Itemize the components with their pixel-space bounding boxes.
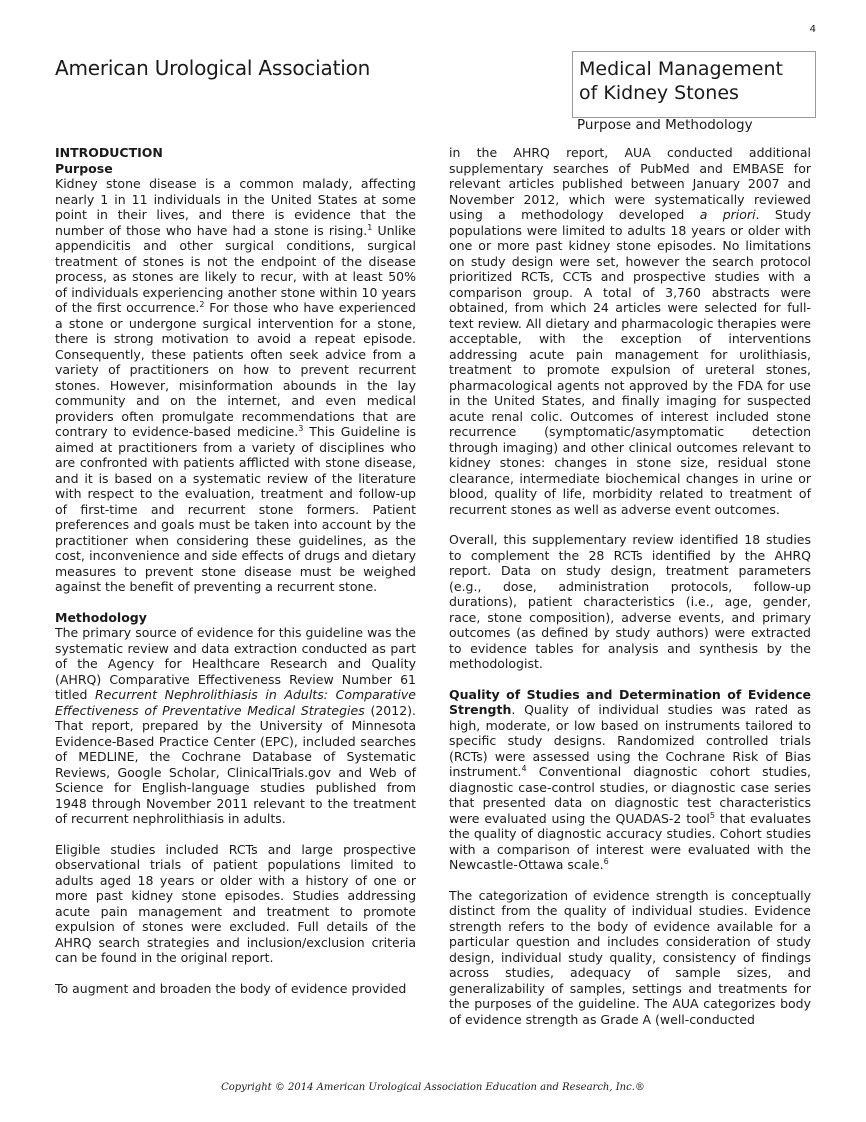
methodology-paragraph-3: To augment and broaden the body of evidence provided <box>55 980 407 996</box>
methodology-paragraph-1: The primary source of evidence for this guideline was the systematic review and data extraction conducted as part of the Agency for Healthcare Research and Quality (AHRQ) Comparative Effectiveness Review Number 61 titled Recurrent Nephrolithiasis in Adults: Comparative Effectiveness of Preventative Medical Strategies (2012). That report, prepared by the University of Minnesota Evidence-Based Practice Center (EPC), included searches of MEDLINE, the Cochrane Database of Systematic Reviews, Google Scholar, ClinicalTrials.gov and Web of Science for English-language studies published from 1948 through November 2011 relevant to the treatment of recurrent nephrolithiasis in adults. <box>55 625 416 826</box>
reference-6: 6 <box>603 856 609 866</box>
supplementary-search-paragraph: in the AHRQ report, AUA conducted additional supplementary searches of PubMed and EMBASE for relevant articles published between January 2007 and November 2012, which were systematically reviewed using a methodology developed a priori. Study populations were limited to adults 18 years or older with one or more past kidney stone episodes. No limitations on study design were set, however the search protocol prioritized RCTs, CCTs and prospective studies with a comparison group. A total of 3,760 abstracts were obtained, from which 24 articles were selected for full-text review. All dietary and pharmacologic therapies were acceptable, with the exception of interventions addressing acute pain management for urolithiasis, treatment to promote expulsion of ureteral stones, pharmacological agents not approved by the FDA for use in the United States, and finally imaging for suspected acute renal colic. Outcomes of interest included stone recurrence (symptomatic/asymptomatic detection through imaging) and other clinical outcomes relevant to kidney stones: changes in stone size, residual stone clearance, intermediate biochemical changes in urine or blood, quality of life, morbidity related to treatment of recurrent stones as well as adverse event outcomes. <box>449 145 811 517</box>
document-title-line-2: of Kidney Stones <box>579 82 739 104</box>
reference-1: 1 <box>367 222 373 232</box>
left-column <box>55 145 416 996</box>
purpose-paragraph: Kidney stone disease is a common malady, affecting nearly 1 in 11 individuals in the United States at some point in their lives, and there is evidence that the number of those who have had a stone is rising.$^1$ Unlike appendicitis and other surgical conditions, surgical treatment of stones is not the endpoint of the disease process, as stones are likely to recur, with at least 50% of individuals experiencing another stone within 10 years of the first occurrence.$^2$ For those who have experienced a stone or undergone surgical intervention for a stone, there is strong motivation to avoid a repeat episode. Consequently, these patients often seek advice from a variety of practitioners on how to prevent recurrent stones. However, misinformation abounds in the lay community and on the internet, and even medical providers often promulgate recommendations that are contrary to evidence-based medicine.$^3$ This Guideline is aimed at practitioners from a variety of disciplines who are confronted with patients afflicted with stone disease, and it is based on a systematic review of the literature with respect to the evaluation, treatment and follow-up of first-time and recurrent stone formers. Patient preferences and goals must be taken into account by the practitioner when considering these guidelines, as the cost, inconvenience and side effects of drugs and dietary measures to prevent stone disease must be weighed against the benefit of preventing a recurrent stone. <box>55 176 416 594</box>
purpose-heading: Purpose <box>55 160 113 176</box>
evidence-strength-paragraph: The categorization of evidence strength is conceptually distinct from the quality of individual studies. Evidence strength refers to the body of evidence available for a particular question and includes consideration of study design, individual study quality, consistency of findings across studies, adequacy of sample sizes, and generalizability of samples, settings and treatments for the purposes of the guideline. The AUA categorizes body of evidence strength as Grade A (well-conducted <box>449 887 811 1027</box>
methodology-paragraph-2: Eligible studies included RCTs and large prospective observational trials of patient populations limited to adults aged 18 years or older with a history of one or more past kidney stone episodes. Studies addressing acute pain management and treatment to promote expulsion of stones were excluded. Full details of the AHRQ search strategies and inclusion/exclusion criteria can be found in the original report. <box>55 841 416 965</box>
quality-paragraph: Quality of Studies and Determination of Evidence Strength. Quality of individual studies was rated as high, moderate, or low based on instruments tailored to specific study designs. Randomized controlled trials (RCTs) were assessed using the Cochrane Risk of Bias instrument.$^4$ Conventional diagnostic cohort studies, diagnostic case-control studies, or diagnostic case series that presented data on diagnostic test characteristics were evaluated using the QUADAS-2 tool$^5$ that evaluates the quality of diagnostic accuracy studies. Cohort studies with a comparison of interest were evaluated with the Newcastle-Ottawa scale.$^6$ <box>449 686 811 872</box>
document-title-line-1: Medical Management <box>579 58 783 80</box>
reference-2: 2 <box>199 299 205 309</box>
ahrq-report-title: Recurrent Nephrolithiasis in Adults: Comparative Effectiveness of Preventative Medical Strategies <box>55 687 416 718</box>
reference-4: 4 <box>521 763 527 773</box>
methodology-heading: Methodology <box>55 609 147 625</box>
reference-5: 5 <box>709 810 715 820</box>
reference-3: 3 <box>298 423 304 433</box>
organization-name: American Urological Association <box>55 56 371 80</box>
right-column <box>449 145 811 1027</box>
overall-paragraph: Overall, this supplementary review identified 18 studies to complement the 28 RCTs identified by the AHRQ report. Data on study design, treatment parameters (e.g., dose, administration protocols, follow-up durations), patient characteristics (i.e., age, gender, race, stone composition), adverse events, and primary outcomes (as defined by study authors) were extracted to evidence tables for analysis and synthesis by the methodologist. <box>449 532 811 671</box>
document-title-box <box>572 51 816 118</box>
section-subtitle: Purpose and Methodology <box>577 117 753 133</box>
copyright-footer: Copyright © 2014 American Urological Association Education and Research, Inc.® <box>221 1082 645 1093</box>
introduction-heading: INTRODUCTION <box>55 145 163 160</box>
page-number: 4 <box>809 24 816 35</box>
quality-heading: Quality of Studies and Determination of Evidence Strength <box>449 686 811 717</box>
